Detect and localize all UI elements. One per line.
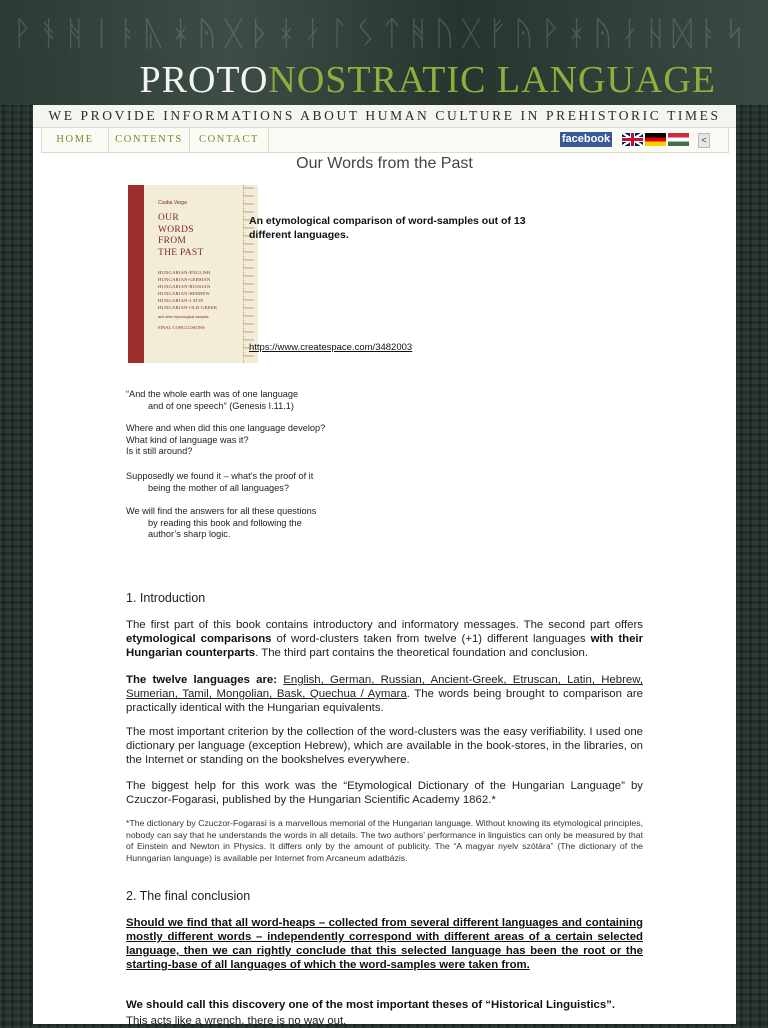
answers-statement: We will find the answers for all these questions by reading this book and following the author’s sharp logic. — [126, 506, 317, 539]
thesis-statement: We should call this discovery one of the most important theses of “Historical Linguistics”. — [126, 999, 616, 1011]
footnote: *The dictionary by Czuczor-Fogarasi is a marvellous memorial of the Hungarian language. Without knowing its etymological principles, nobody can say that he understands the words in all details. The two authors’ performance in linguistics can only be measured by that of Einstein and Newton in Physics. It differs only by the amount of publicity. The “A magyar nyelv szótára” (The dictionary of the Hunngarian language) is available per Internet from Arcaneum adatbázis. — [126, 818, 643, 863]
header-banner — [0, 0, 768, 105]
book-title: OUR WORDS FROM THE PAST — [158, 213, 204, 258]
intro-paragraph-languages: The twelve languages are: English, German, Russian, Ancient-Greek, Etruscan, Latin, Hebrew, Sumerian, Tamil, Mongolian, Bask, Quechua / Aymara. The words being brought to comparison are practically identical with the Hungarian equivalents. — [126, 674, 643, 714]
createspace-link[interactable]: https://www.createspace.com/3482003 — [249, 342, 413, 353]
logo-proto: PROTO — [139, 59, 269, 101]
page-title: Our Words from the Past — [296, 155, 473, 172]
intro-paragraph-3: The most important criterion by the collection of the word-clusters was the easy verifiability. I used one dictionary per language (exception Hebrew), which are available in the book-stores, in the libraries, on the Internet or standing on the bookshelves everywhere. — [126, 726, 643, 766]
facebook-button[interactable]: facebook — [561, 133, 611, 145]
book-cover[interactable] — [128, 185, 258, 363]
book-description: An etymological comparison of word-samples out of 13 different languages. — [249, 215, 526, 241]
intro-paragraph-4: The biggest help for this work was the “Etymological Dictionary of the Hungarian Language” by Czuczor-Fogarasi, published by the Hungarian Scientific Academy 1862.* — [126, 780, 643, 806]
logo-nostratic: NOSTRATIC LANGUAGE — [268, 59, 716, 101]
quote-genesis: “And the whole earth was of one language and of one speech” (Genesis I.11.1) — [126, 389, 299, 411]
hungarian-flag-icon[interactable] — [668, 133, 689, 146]
nav-contact[interactable]: CONTACT — [190, 128, 269, 152]
book-author: Csaba Varga — [158, 200, 187, 206]
rune-decoration: ᚹᚬᚻᛁᚭᚣᚼᚤᚷᚦᚼᛅᛚᛊᛏᚻᚢᚷᚠᚤᚹᚼᚤᛅᚺᛞᚭᛋ — [12, 14, 752, 54]
conclusion-heading: 2. The final conclusion — [126, 889, 251, 903]
book-language-list: HUNGARIAN-ENGLISH HUNGARIAN-GERMAN HUNGARIAN-RUSSIAN HUNGARIAN-HEBREW HUNGARIAN-LATIN HUNGARIAN-OLD-GREEK — [158, 270, 218, 310]
intro-heading: 1. Introduction — [126, 591, 206, 605]
page-content — [33, 105, 736, 1027]
nav-contents[interactable]: CONTENTS — [109, 128, 190, 152]
nav-bar — [41, 127, 729, 153]
collapse-arrow-button[interactable]: < — [698, 133, 710, 148]
book-spine-ornament — [243, 185, 254, 363]
book-final-conclusions: FINAL CONCLUSIONS — [158, 325, 205, 330]
intro-paragraph-1: The first part of this book contains introductory and informatory messages. The second part offers etymological comparisons of word-clusters taken from twelve (+1) different languages with their Hungarian counterparts. The third part contains the theoretical foundation and conclusion. — [126, 619, 643, 659]
tagline: WE PROVIDE INFORMATIONS ABOUT HUMAN CULTURE IN PREHISTORIC TIMES — [33, 105, 736, 128]
book-subtitle: and other etymological samples — [158, 315, 209, 319]
proof-question: Supposedly we found it – what’s the proof of it being the mother of all languages? — [126, 471, 314, 493]
site-logo[interactable] — [140, 60, 717, 100]
german-flag-icon[interactable] — [645, 133, 666, 146]
nav-home[interactable]: HOME — [42, 128, 109, 152]
english-flag-icon[interactable] — [622, 133, 643, 146]
question-block: Where and when did this one language develop? What kind of language was it? Is it still around? — [126, 423, 326, 456]
wrench-statement: This acts like a wrench, there is no way out. — [126, 1015, 347, 1027]
conclusion-paragraph: Should we find that all word-heaps – collected from several different languages and containing mostly different words – independently correspond with different areas of a certain selected language, then we can rightly conclude that this selected language has been the root or the starting-base of all languages of which the word-samples were taken from. — [126, 917, 643, 971]
